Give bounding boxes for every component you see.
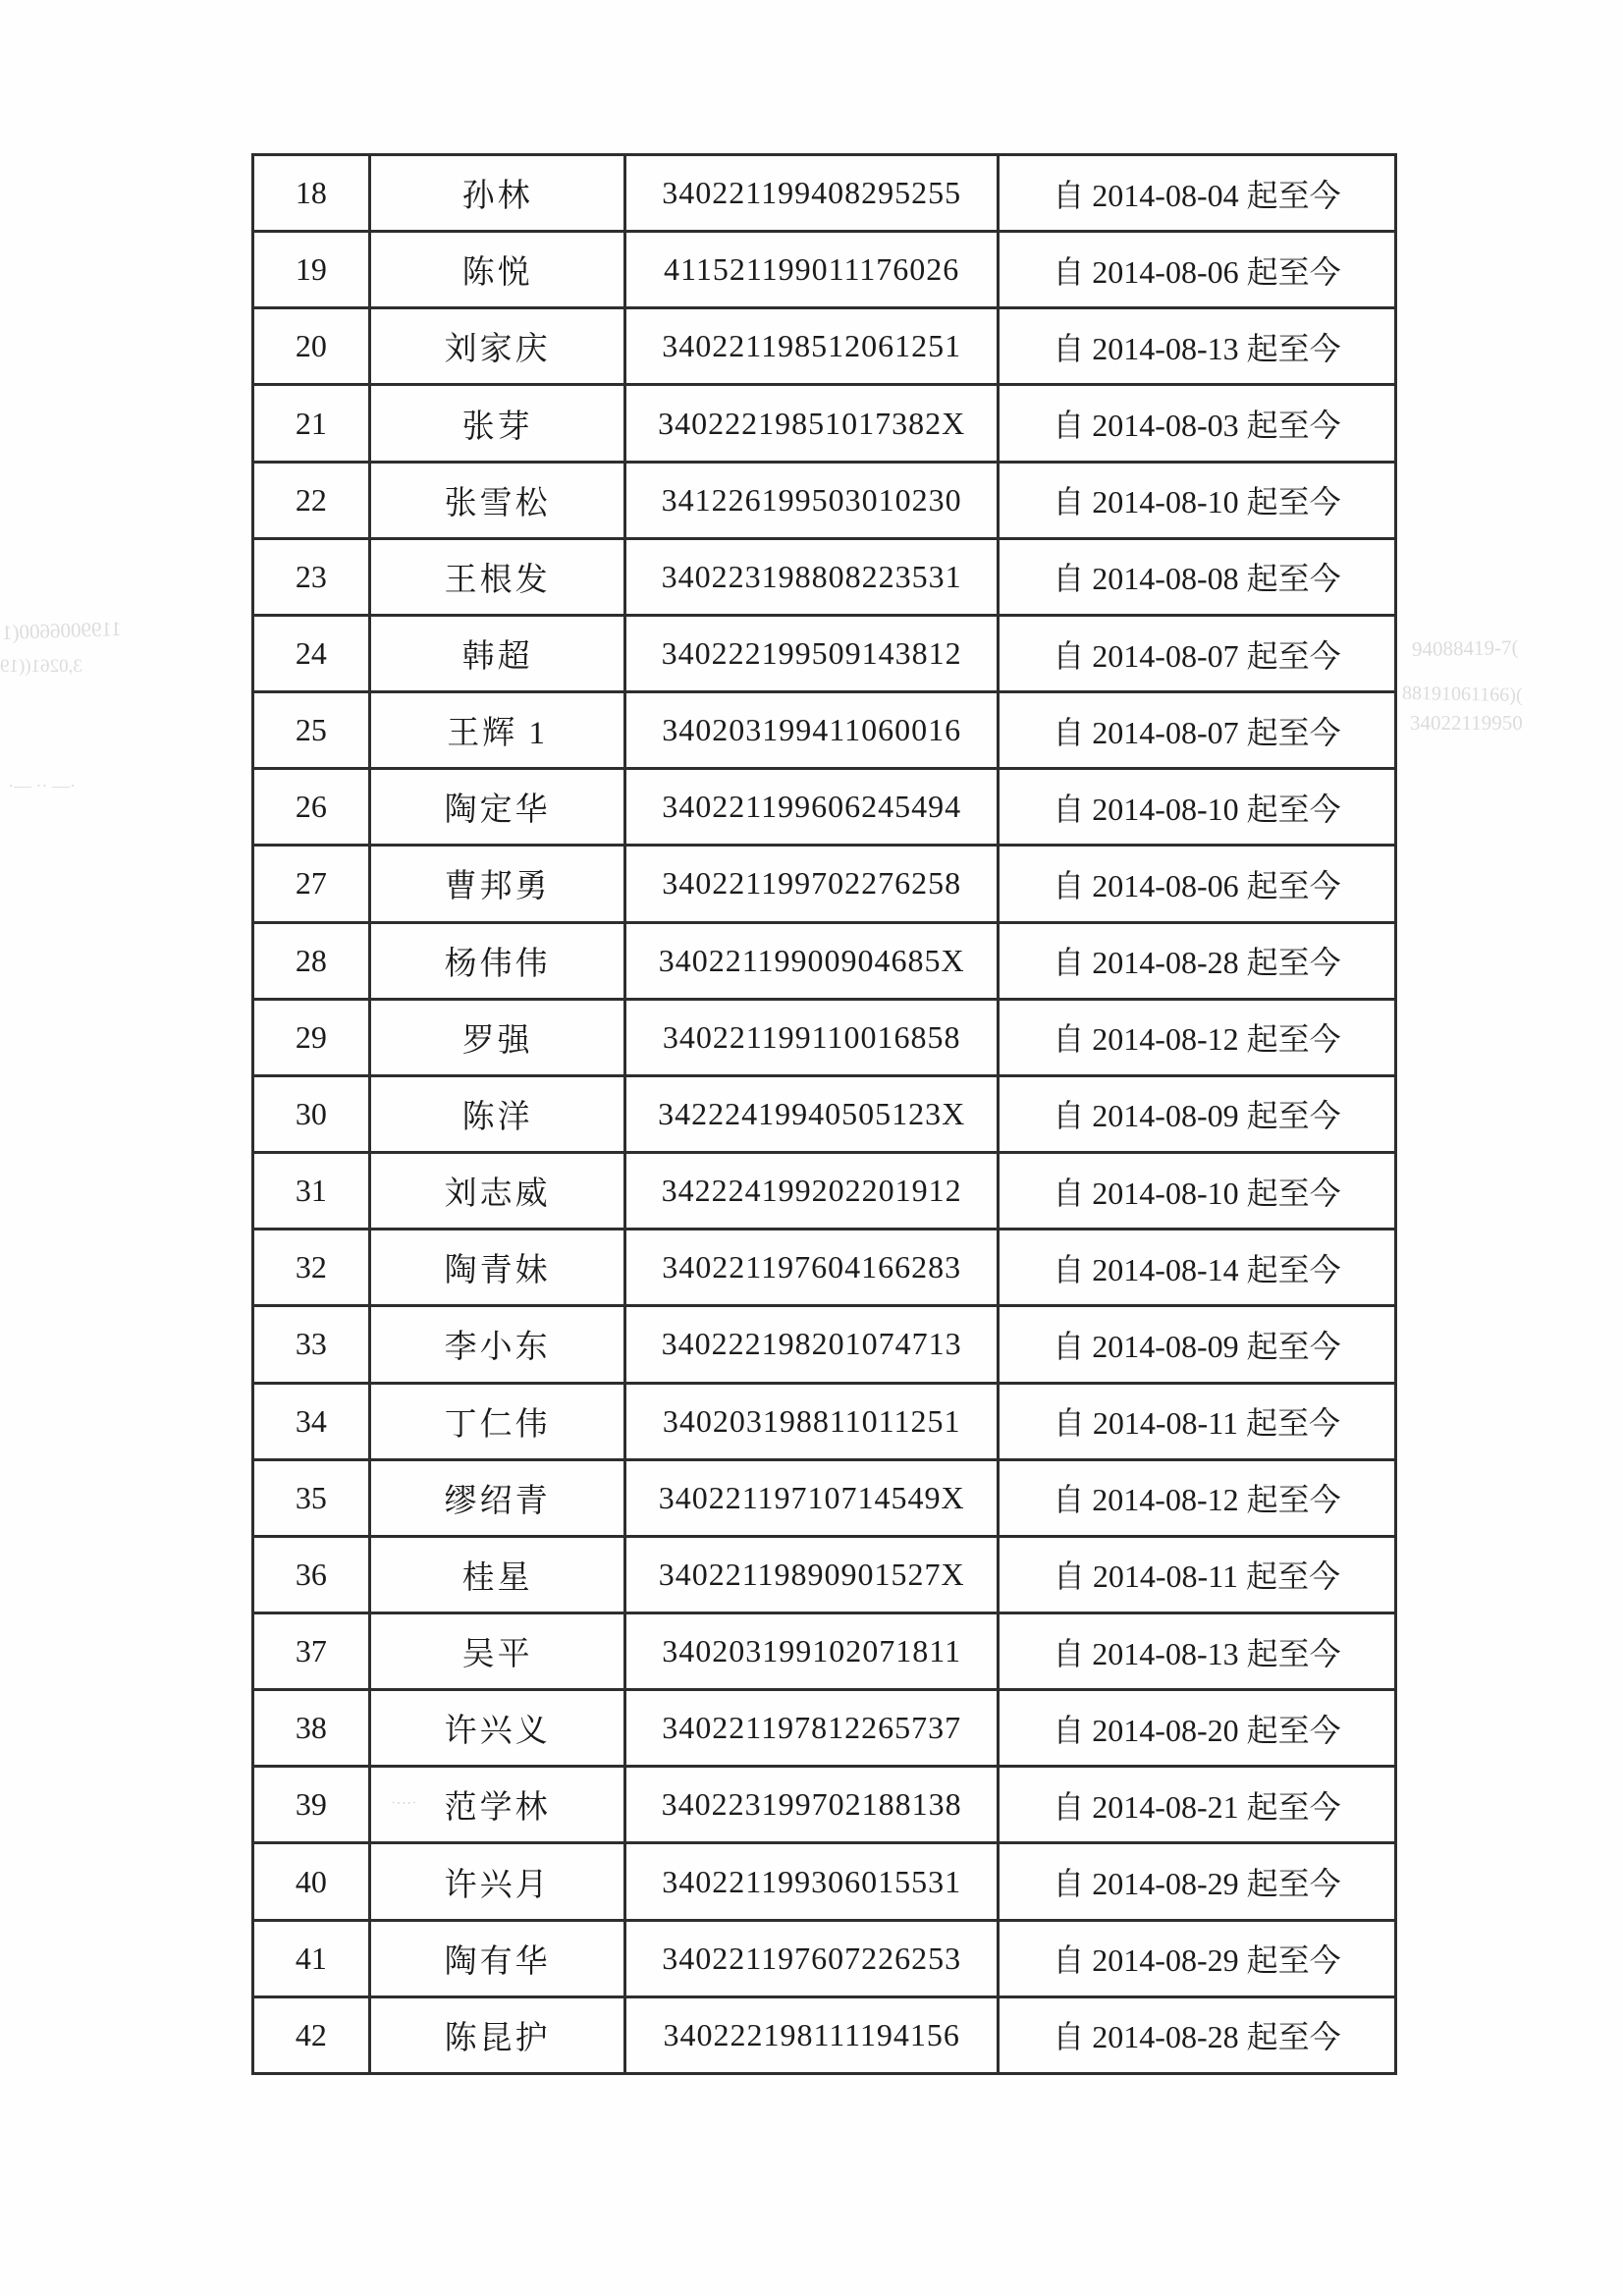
- cell-period: 自 2014-08-20 起至今: [998, 1690, 1395, 1767]
- cell-no: 18: [253, 155, 370, 232]
- cell-name: 许兴义: [369, 1690, 625, 1767]
- cell-period: 自 2014-08-06 起至今: [998, 232, 1395, 308]
- cell-id: 340223198808223531: [625, 538, 998, 615]
- cell-name: 刘家庆: [369, 308, 625, 385]
- cell-name: 许兴月: [369, 1843, 625, 1920]
- cell-id: 34022119900904685X: [625, 922, 998, 999]
- roster-table: [251, 153, 1397, 2075]
- cell-period: 自 2014-08-28 起至今: [998, 922, 1395, 999]
- cell-name: 丁仁伟: [369, 1383, 625, 1459]
- cell-id: 340221197604166283: [625, 1230, 998, 1306]
- table-row: [253, 155, 1396, 232]
- cell-period: 自 2014-08-09 起至今: [998, 1306, 1395, 1383]
- scan-bleed-artifact: 3,0261((19: [0, 656, 82, 677]
- cell-name: 刘志威: [369, 1153, 625, 1230]
- cell-name: 罗强: [369, 999, 625, 1075]
- cell-id: 340222198201074713: [625, 1306, 998, 1383]
- cell-name: 陈悦: [369, 232, 625, 308]
- cell-period: 自 2014-08-03 起至今: [998, 385, 1395, 462]
- cell-no: 34: [253, 1383, 370, 1459]
- cell-period: 自 2014-08-13 起至今: [998, 308, 1395, 385]
- table-row: [253, 1459, 1396, 1536]
- cell-name: 缪绍青: [369, 1459, 625, 1536]
- cell-period: 自 2014-08-11 起至今: [998, 1536, 1395, 1613]
- table-row: [253, 615, 1396, 691]
- cell-name: 李小东: [369, 1306, 625, 1383]
- cell-period: 自 2014-08-10 起至今: [998, 462, 1395, 538]
- cell-no: 22: [253, 462, 370, 538]
- cell-no: 25: [253, 692, 370, 769]
- table-row: [253, 462, 1396, 538]
- cell-id: 340203198811011251: [625, 1383, 998, 1459]
- table-row: [253, 1843, 1396, 1920]
- table-row: [253, 1767, 1396, 1843]
- cell-no: 36: [253, 1536, 370, 1613]
- cell-no: 35: [253, 1459, 370, 1536]
- cell-id: 340223199702188138: [625, 1767, 998, 1843]
- cell-no: 24: [253, 615, 370, 691]
- scan-bleed-artifact: ·— ·· —·: [8, 776, 76, 795]
- scan-bleed-artifact: 94088419-7(: [1411, 635, 1519, 661]
- cell-id: 342224199202201912: [625, 1153, 998, 1230]
- cell-name: 陈洋: [369, 1075, 625, 1152]
- cell-id: 340203199102071811: [625, 1613, 998, 1689]
- cell-no: 39: [253, 1767, 370, 1843]
- cell-period: 自 2014-08-29 起至今: [998, 1920, 1395, 1996]
- table-row: [253, 232, 1396, 308]
- cell-no: 38: [253, 1690, 370, 1767]
- cell-id: 34222419940505123X: [625, 1075, 998, 1152]
- cell-period: 自 2014-08-04 起至今: [998, 155, 1395, 232]
- cell-id: 340221197812265737: [625, 1690, 998, 1767]
- cell-name: 陶有华: [369, 1920, 625, 1996]
- cell-period: 自 2014-08-12 起至今: [998, 1459, 1395, 1536]
- cell-no: 21: [253, 385, 370, 462]
- cell-no: 31: [253, 1153, 370, 1230]
- cell-no: 40: [253, 1843, 370, 1920]
- table-row: [253, 1996, 1396, 2073]
- cell-no: 33: [253, 1306, 370, 1383]
- cell-id: 340221199306015531: [625, 1843, 998, 1920]
- table-row: [253, 999, 1396, 1075]
- cell-name: 张雪松: [369, 462, 625, 538]
- cell-no: 20: [253, 308, 370, 385]
- cell-id: 340222199509143812: [625, 615, 998, 691]
- table-row: [253, 385, 1396, 462]
- table-row: [253, 1230, 1396, 1306]
- cell-no: 19: [253, 232, 370, 308]
- cell-name: 范学林: [369, 1767, 625, 1843]
- scan-bleed-artifact: 88191061166)(: [1401, 682, 1523, 707]
- table-row: [253, 1920, 1396, 1996]
- cell-no: 30: [253, 1075, 370, 1152]
- scan-bleed-artifact: 1199006600(1: [1, 616, 123, 645]
- cell-id: 340221197607226253: [625, 1920, 998, 1996]
- cell-no: 26: [253, 769, 370, 846]
- cell-id: 34022119890901527X: [625, 1536, 998, 1613]
- cell-name: 王根发: [369, 538, 625, 615]
- cell-id: 34022219851017382X: [625, 385, 998, 462]
- cell-no: 41: [253, 1920, 370, 1996]
- roster-table-body: [253, 155, 1396, 2074]
- cell-no: 32: [253, 1230, 370, 1306]
- cell-period: 自 2014-08-12 起至今: [998, 999, 1395, 1075]
- cell-name: 韩超: [369, 615, 625, 691]
- cell-period: 自 2014-08-08 起至今: [998, 538, 1395, 615]
- cell-no: 37: [253, 1613, 370, 1689]
- table-row: [253, 308, 1396, 385]
- cell-name: 陶定华: [369, 769, 625, 846]
- table-row: [253, 692, 1396, 769]
- cell-name: 陈昆护: [369, 1996, 625, 2073]
- cell-id: 340221198512061251: [625, 308, 998, 385]
- cell-id: 34022119710714549X: [625, 1459, 998, 1536]
- cell-id: 340221199110016858: [625, 999, 998, 1075]
- cell-id: 340221199606245494: [625, 769, 998, 846]
- cell-period: 自 2014-08-07 起至今: [998, 692, 1395, 769]
- table-row: [253, 1075, 1396, 1152]
- cell-period: 自 2014-08-29 起至今: [998, 1843, 1395, 1920]
- table-row: [253, 1306, 1396, 1383]
- cell-period: 自 2014-08-07 起至今: [998, 615, 1395, 691]
- cell-name: 桂星: [369, 1536, 625, 1613]
- table-row: [253, 1613, 1396, 1689]
- cell-period: 自 2014-08-09 起至今: [998, 1075, 1395, 1152]
- table-row: [253, 1690, 1396, 1767]
- cell-no: 23: [253, 538, 370, 615]
- cell-period: 自 2014-08-14 起至今: [998, 1230, 1395, 1306]
- cell-period: 自 2014-08-06 起至今: [998, 846, 1395, 922]
- cell-id: 341226199503010230: [625, 462, 998, 538]
- table-row: [253, 1383, 1396, 1459]
- table-row: [253, 769, 1396, 846]
- cell-name: 孙林: [369, 155, 625, 232]
- cell-name: 曹邦勇: [369, 846, 625, 922]
- table-row: [253, 1536, 1396, 1613]
- table-row: [253, 922, 1396, 999]
- cell-no: 27: [253, 846, 370, 922]
- cell-period: 自 2014-08-10 起至今: [998, 1153, 1395, 1230]
- cell-no: 28: [253, 922, 370, 999]
- cell-name: 王辉 1: [369, 692, 625, 769]
- cell-period: 自 2014-08-21 起至今: [998, 1767, 1395, 1843]
- cell-id: 411521199011176026: [625, 232, 998, 308]
- cell-period: 自 2014-08-28 起至今: [998, 1996, 1395, 2073]
- cell-period: 自 2014-08-10 起至今: [998, 769, 1395, 846]
- cell-name: 张芽: [369, 385, 625, 462]
- cell-id: 340222198111194156: [625, 1996, 998, 2073]
- cell-name: 杨伟伟: [369, 922, 625, 999]
- cell-id: 340221199408295255: [625, 155, 998, 232]
- cell-id: 340203199411060016: [625, 692, 998, 769]
- scan-bleed-artifact: 34022119950: [1410, 711, 1523, 735]
- cell-name: 陶青妹: [369, 1230, 625, 1306]
- cell-period: 自 2014-08-11 起至今: [998, 1383, 1395, 1459]
- scan-bleed-artifact: ·⋯·: [391, 1795, 417, 1812]
- cell-period: 自 2014-08-13 起至今: [998, 1613, 1395, 1689]
- table-row: [253, 538, 1396, 615]
- cell-id: 340221199702276258: [625, 846, 998, 922]
- cell-no: 29: [253, 999, 370, 1075]
- cell-name: 吴平: [369, 1613, 625, 1689]
- table-row: [253, 846, 1396, 922]
- table-row: [253, 1153, 1396, 1230]
- cell-no: 42: [253, 1996, 370, 2073]
